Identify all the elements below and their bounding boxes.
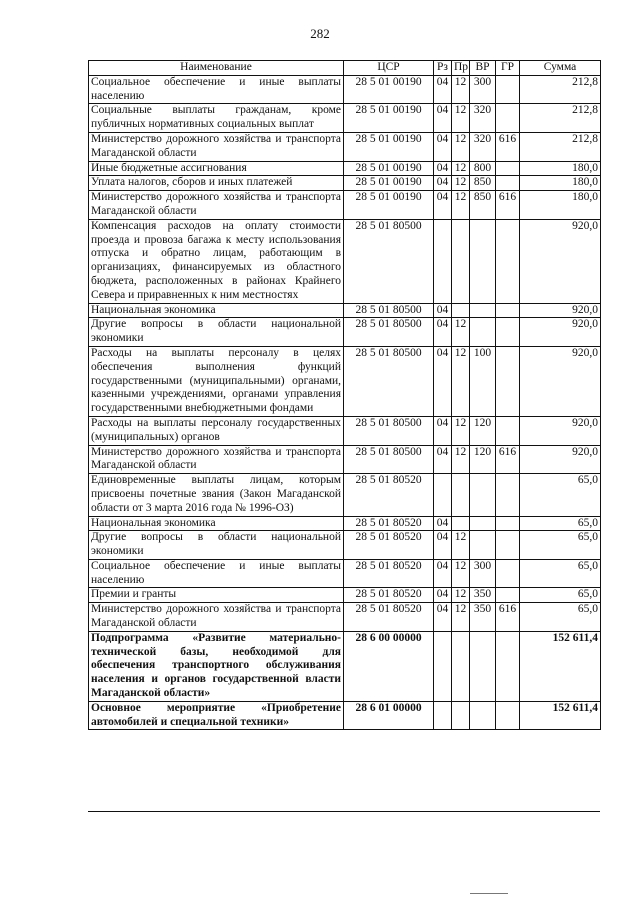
table-row xyxy=(89,132,601,161)
cell-rz: 04 xyxy=(434,346,452,416)
cell-name: Министерство дорожного хозяйства и транспорта Магаданской области xyxy=(89,191,344,220)
cell-pr: 12 xyxy=(452,161,470,176)
cell-vr: 320 xyxy=(470,104,496,133)
scan-mark xyxy=(470,893,508,894)
cell-gr xyxy=(496,303,520,318)
cell-vr: 320 xyxy=(470,132,496,161)
table-header-row xyxy=(89,61,601,76)
cell-gr xyxy=(496,416,520,445)
cell-rz: 04 xyxy=(434,132,452,161)
cell-gr xyxy=(496,161,520,176)
cell-rz: 04 xyxy=(434,303,452,318)
cell-pr: 12 xyxy=(452,559,470,588)
cell-csr: 28 5 01 80520 xyxy=(344,559,434,588)
cell-name: Министерство дорожного хозяйства и транспорта Магаданской области xyxy=(89,445,344,474)
cell-name: Компенсация расходов на оплату стоимости проезда и провоза багажа к месту использования отпуска и обратно лицам, работающим в организациях, финансируемых из областного бюджета, расположенных в районах Крайнего Севера и приравненных к ним местностях xyxy=(89,219,344,303)
cell-pr: 12 xyxy=(452,445,470,474)
cell-name: Иные бюджетные ассигнования xyxy=(89,161,344,176)
table-row xyxy=(89,516,601,531)
cell-rz xyxy=(434,474,452,516)
cell-gr xyxy=(496,75,520,104)
cell-vr: 300 xyxy=(470,75,496,104)
table-row xyxy=(89,346,601,416)
cell-vr xyxy=(470,303,496,318)
cell-gr: 616 xyxy=(496,603,520,632)
table-row xyxy=(89,75,601,104)
cell-sum: 920,0 xyxy=(520,416,601,445)
cell-gr: 616 xyxy=(496,445,520,474)
cell-sum: 212,8 xyxy=(520,104,601,133)
table-row xyxy=(89,176,601,191)
cell-gr: 616 xyxy=(496,132,520,161)
cell-vr xyxy=(470,516,496,531)
cell-name: Основное мероприятие «Приобретение автомобилей и специальной техники» xyxy=(89,701,344,730)
cell-sum: 920,0 xyxy=(520,445,601,474)
cell-name: Социальное обеспечение и иные выплаты населению xyxy=(89,559,344,588)
table-row xyxy=(89,104,601,133)
cell-vr: 800 xyxy=(470,161,496,176)
cell-csr: 28 6 00 00000 xyxy=(344,631,434,701)
cell-csr: 28 5 01 80500 xyxy=(344,346,434,416)
cell-csr: 28 6 01 00000 xyxy=(344,701,434,730)
cell-pr: 12 xyxy=(452,176,470,191)
cell-vr xyxy=(470,474,496,516)
cell-name: Уплата налогов, сборов и иных платежей xyxy=(89,176,344,191)
cell-rz: 04 xyxy=(434,445,452,474)
cell-pr xyxy=(452,219,470,303)
cell-vr xyxy=(470,701,496,730)
cell-vr: 850 xyxy=(470,176,496,191)
cell-sum: 152 611,4 xyxy=(520,631,601,701)
column-header-gr: ГР xyxy=(496,61,520,76)
cell-gr xyxy=(496,104,520,133)
cell-gr xyxy=(496,318,520,347)
cell-sum: 920,0 xyxy=(520,318,601,347)
column-header-pr: Пр xyxy=(452,61,470,76)
cell-vr: 120 xyxy=(470,416,496,445)
table-row xyxy=(89,588,601,603)
cell-sum: 212,8 xyxy=(520,75,601,104)
cell-name: Расходы на выплаты персоналу государственных (муниципальных) органов xyxy=(89,416,344,445)
table-row xyxy=(89,474,601,516)
cell-vr: 300 xyxy=(470,559,496,588)
cell-vr xyxy=(470,631,496,701)
cell-pr xyxy=(452,303,470,318)
page-number: 282 xyxy=(310,26,330,41)
cell-vr xyxy=(470,318,496,347)
cell-name: Премии и гранты xyxy=(89,588,344,603)
cell-sum: 180,0 xyxy=(520,191,601,220)
cell-csr: 28 5 01 80520 xyxy=(344,474,434,516)
cell-sum: 65,0 xyxy=(520,516,601,531)
cell-pr: 12 xyxy=(452,346,470,416)
cell-sum: 152 611,4 xyxy=(520,701,601,730)
cell-csr: 28 5 01 00190 xyxy=(344,132,434,161)
cell-rz: 04 xyxy=(434,318,452,347)
column-header-csr: ЦСР xyxy=(344,61,434,76)
cell-rz: 04 xyxy=(434,559,452,588)
cell-name: Министерство дорожного хозяйства и транспорта Магаданской области xyxy=(89,132,344,161)
cell-gr xyxy=(496,516,520,531)
cell-vr xyxy=(470,531,496,560)
table-row xyxy=(89,191,601,220)
cell-gr xyxy=(496,631,520,701)
cell-csr: 28 5 01 80520 xyxy=(344,516,434,531)
cell-csr: 28 5 01 00190 xyxy=(344,75,434,104)
table-row xyxy=(89,161,601,176)
cell-rz: 04 xyxy=(434,588,452,603)
cell-vr: 100 xyxy=(470,346,496,416)
cell-sum: 65,0 xyxy=(520,588,601,603)
cell-gr xyxy=(496,176,520,191)
cell-pr: 12 xyxy=(452,104,470,133)
cell-sum: 65,0 xyxy=(520,603,601,632)
cell-rz: 04 xyxy=(434,603,452,632)
cell-vr: 850 xyxy=(470,191,496,220)
cell-rz: 04 xyxy=(434,161,452,176)
cell-vr: 120 xyxy=(470,445,496,474)
cell-gr xyxy=(496,474,520,516)
cell-pr: 12 xyxy=(452,416,470,445)
cell-name: Другие вопросы в области национальной экономики xyxy=(89,531,344,560)
cell-gr xyxy=(496,588,520,603)
table-row xyxy=(89,559,601,588)
cell-sum: 920,0 xyxy=(520,219,601,303)
cell-csr: 28 5 01 00190 xyxy=(344,161,434,176)
table-row xyxy=(89,531,601,560)
budget-table xyxy=(88,60,601,730)
cell-sum: 65,0 xyxy=(520,474,601,516)
cell-name: Социальные выплаты гражданам, кроме публичных нормативных социальных выплат xyxy=(89,104,344,133)
cell-gr xyxy=(496,219,520,303)
cell-rz xyxy=(434,631,452,701)
cell-csr: 28 5 01 80520 xyxy=(344,588,434,603)
cell-name: Национальная экономика xyxy=(89,303,344,318)
cell-pr: 12 xyxy=(452,75,470,104)
table-row xyxy=(89,303,601,318)
cell-name: Другие вопросы в области национальной экономики xyxy=(89,318,344,347)
cell-name: Подпрограмма «Развитие материально-технической базы, необходимой для обеспечения транспортного обслуживания населения и органов государственной власти Магаданской области» xyxy=(89,631,344,701)
cell-csr: 28 5 01 00190 xyxy=(344,104,434,133)
cell-pr: 12 xyxy=(452,531,470,560)
cell-rz: 04 xyxy=(434,176,452,191)
table-row xyxy=(89,416,601,445)
cell-vr: 350 xyxy=(470,588,496,603)
table-body xyxy=(89,75,601,730)
cell-rz: 04 xyxy=(434,191,452,220)
cell-csr: 28 5 01 00190 xyxy=(344,191,434,220)
cell-pr xyxy=(452,701,470,730)
cell-gr xyxy=(496,559,520,588)
cell-pr: 12 xyxy=(452,603,470,632)
table-row xyxy=(89,603,601,632)
cell-name: Национальная экономика xyxy=(89,516,344,531)
cell-sum: 212,8 xyxy=(520,132,601,161)
table-row xyxy=(89,701,601,730)
cell-rz xyxy=(434,701,452,730)
cell-rz xyxy=(434,219,452,303)
cell-csr: 28 5 01 80500 xyxy=(344,318,434,347)
cell-rz: 04 xyxy=(434,75,452,104)
cell-rz: 04 xyxy=(434,516,452,531)
cell-csr: 28 5 01 80500 xyxy=(344,303,434,318)
cell-pr xyxy=(452,631,470,701)
cell-name: Министерство дорожного хозяйства и транспорта Магаданской области xyxy=(89,603,344,632)
table-row xyxy=(89,318,601,347)
cell-sum: 180,0 xyxy=(520,176,601,191)
cell-sum: 65,0 xyxy=(520,559,601,588)
cell-csr: 28 5 01 80500 xyxy=(344,219,434,303)
cell-vr xyxy=(470,219,496,303)
cell-vr: 350 xyxy=(470,603,496,632)
cell-gr: 616 xyxy=(496,191,520,220)
cell-sum: 920,0 xyxy=(520,303,601,318)
cell-rz: 04 xyxy=(434,416,452,445)
cell-name: Единовременные выплаты лицам, которым присвоены почетные звания (Закон Магаданской области от 3 марта 2016 года № 1996-ОЗ) xyxy=(89,474,344,516)
cell-gr xyxy=(496,701,520,730)
cell-gr xyxy=(496,346,520,416)
cell-pr xyxy=(452,474,470,516)
cell-name: Расходы на выплаты персоналу в целях обеспечения выполнения функций государственными (муниципальными) органами, казенными учреждениями, органами управления государственными внебюджетными фондами xyxy=(89,346,344,416)
cell-csr: 28 5 01 80520 xyxy=(344,531,434,560)
cell-pr: 12 xyxy=(452,191,470,220)
cell-name: Социальное обеспечение и иные выплаты населению xyxy=(89,75,344,104)
cell-sum: 920,0 xyxy=(520,346,601,416)
cell-pr: 12 xyxy=(452,318,470,347)
table-row xyxy=(89,631,601,701)
cell-rz: 04 xyxy=(434,531,452,560)
cell-gr xyxy=(496,531,520,560)
cell-csr: 28 5 01 80500 xyxy=(344,416,434,445)
cell-rz: 04 xyxy=(434,104,452,133)
cell-pr xyxy=(452,516,470,531)
cell-csr: 28 5 01 00190 xyxy=(344,176,434,191)
cell-csr: 28 5 01 80520 xyxy=(344,603,434,632)
column-header-rz: Рз xyxy=(434,61,452,76)
column-header-sum: Сумма xyxy=(520,61,601,76)
cell-pr: 12 xyxy=(452,132,470,161)
bottom-rule xyxy=(88,811,600,812)
cell-sum: 65,0 xyxy=(520,531,601,560)
cell-csr: 28 5 01 80500 xyxy=(344,445,434,474)
table-row xyxy=(89,445,601,474)
column-header-name: Наименование xyxy=(89,61,344,76)
cell-pr: 12 xyxy=(452,588,470,603)
table-row xyxy=(89,219,601,303)
cell-sum: 180,0 xyxy=(520,161,601,176)
column-header-vr: ВР xyxy=(470,61,496,76)
